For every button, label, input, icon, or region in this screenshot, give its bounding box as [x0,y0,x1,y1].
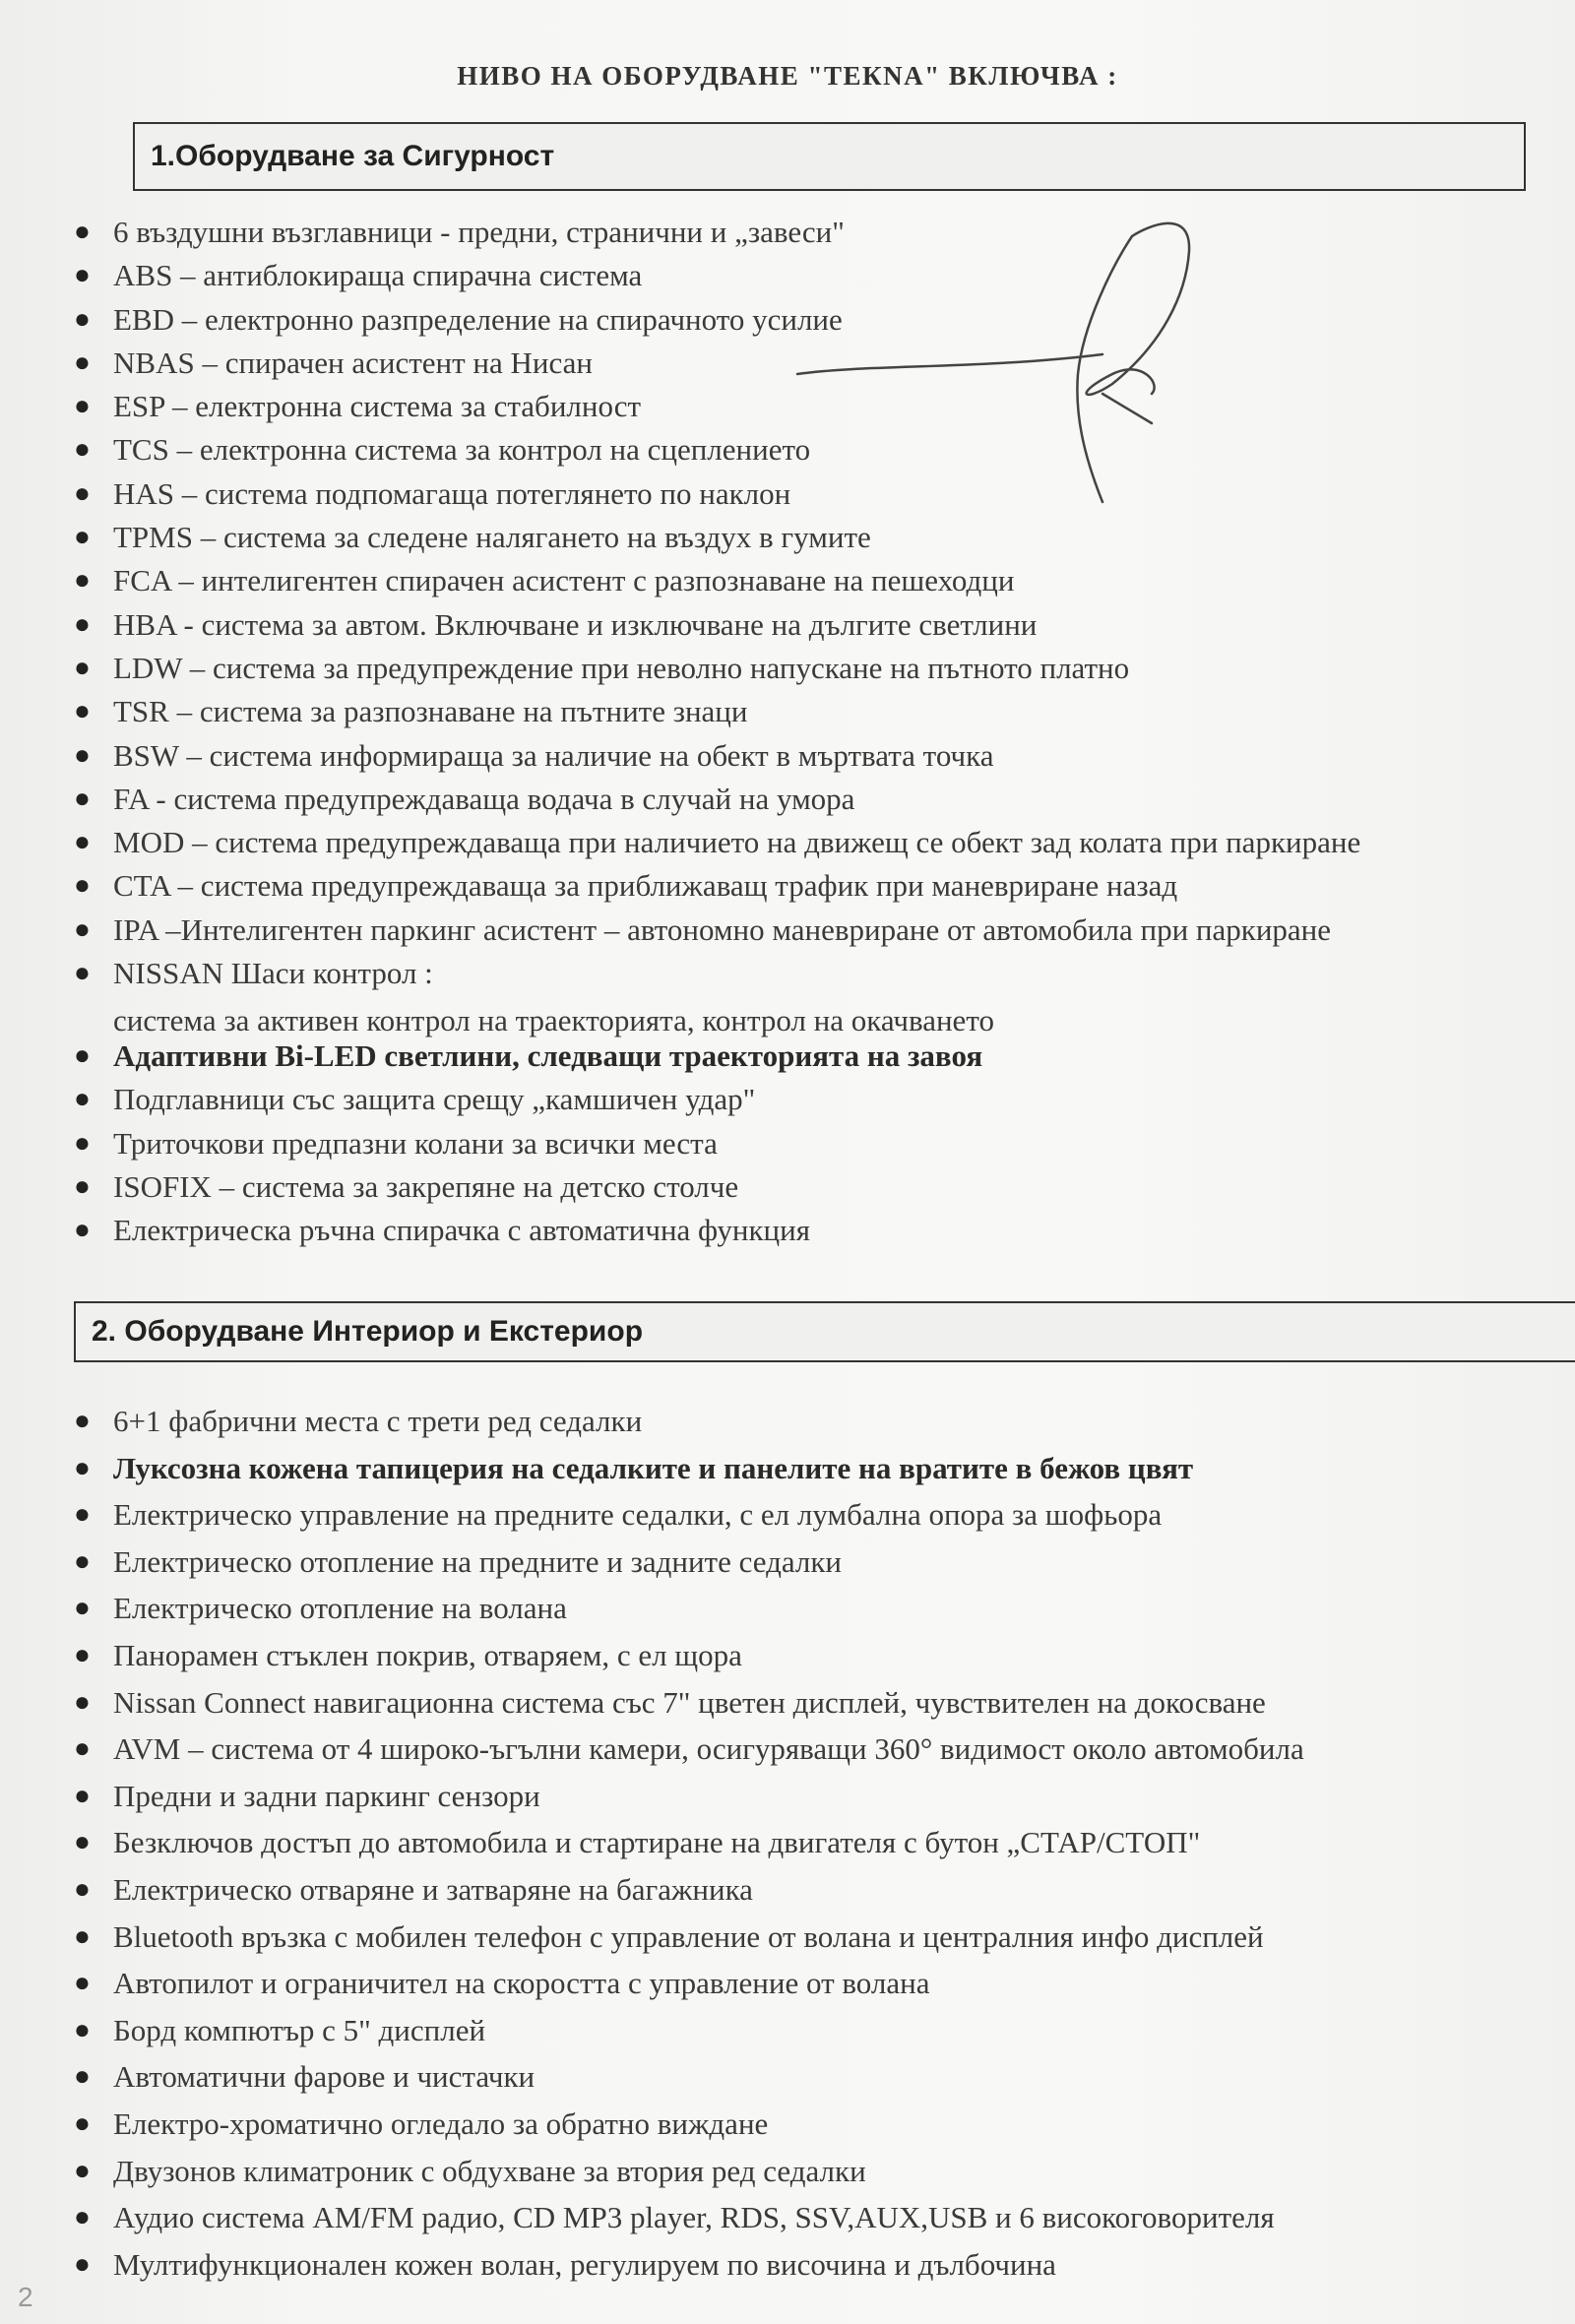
bullet-icon: ● [74,1406,91,1436]
bullet-icon: ● [74,739,91,771]
bullet-icon: ● [74,1968,91,1999]
bullet-icon: ● [74,1639,91,1670]
bullet-icon: ● [74,1873,91,1905]
list-item: ● FA - система предупреждаваща водача в случай на умора [113,778,1360,821]
bullet-icon: ● [74,1920,91,1952]
list-item: ● Мултифункционален кожен волан, регулируем по височина и дълбочина [113,2243,1304,2291]
list-item: ● TCS – електронна система за контрол на сцеплението [113,428,1360,471]
list-item: ● Nissan Connect навигационна система със 7" цветен дисплей, чувствителен на докосване [113,1681,1304,1728]
list-item: ● FCA – интелигентен спирачен асистент с разпознаване на пешеходци [113,559,1360,602]
bullet-icon: ● [74,608,91,640]
list-item: ● Аудио система AM/FM радио, CD MP3 player, RDS, SSV,AUX,USB и 6 високоговорителя [113,2196,1304,2243]
bullet-icon: ● [74,913,91,945]
section-2-list [74,1400,1304,2290]
list-item: ● LDW – система за предупреждение при неволно напускане на пътното платно [113,647,1360,690]
bullet-icon: ● [74,2248,91,2280]
list-item: ● CTA – система предупреждаваща за приближаващ трафик при маневриране назад [113,864,1360,908]
bullet-icon: ● [74,696,91,727]
page-title: НИВО НА ОБОРУДВАНЕ "ТЕКNA" ВКЛЮЧВА : [457,61,1118,91]
list-item: ● Автопилот и ограничител на скоростта с управление от волана [113,1962,1304,2009]
list-item: ● Електро-хроматично огледало за обратно виждане [113,2103,1304,2150]
bullet-icon: ● [74,260,91,291]
bullet-icon: ● [74,391,91,422]
list-item-subtext: система за активен контрол на траекторията, контрол на окачването [113,1003,994,1038]
bullet-icon: ● [74,870,91,902]
list-item: ● IPA –Интелигентен паркинг асистент – автономно маневриране от автомобила при паркиране [113,909,1360,952]
bullet-icon: ● [74,652,91,683]
bullet-icon: ● [74,1686,91,1718]
list-item: ● NISSAN Шаси контрол : система за активен контрол на траекторията, контрол на окачването [113,952,1360,1031]
list-item: ● Триточкови предпазни колани за всички места [113,1122,1360,1165]
list-item: ● Панорамен стъклен покрив, отваряем, с ел щора [113,1634,1304,1681]
list-item: ● 6+1 фабрични места с трети ред седалки [113,1400,1304,1447]
bullet-icon: ● [74,217,91,247]
list-item: ● TSR – система за разпознаване на пътните знаци [113,690,1360,733]
list-item: ● ABS – антиблокираща спирачна система [113,254,1360,297]
bullet-icon: ● [74,303,91,335]
list-item: ● MOD – система предупреждаваща при наличието на движещ се обект зад колата при паркиране [113,821,1360,864]
bullet-icon: ● [74,1127,91,1159]
section-1-heading [133,122,1526,191]
bullet-icon: ● [74,1215,91,1246]
bullet-icon: ● [74,477,91,509]
bullet-icon: ● [74,1545,91,1577]
list-item: ● ISOFIX – система за закрепяне на детско столче [113,1165,1360,1209]
list-item: ● Адаптивни Bi-LED светлини, следващи траекторията на завоя [113,1035,1360,1078]
bullet-icon: ● [74,783,91,814]
bullet-icon: ● [74,1170,91,1202]
list-item: ● Подглавници със защита срещу „камшичен удар" [113,1078,1360,1121]
section-1-heading-text: 1.Оборудване за Сигурност [151,140,555,172]
bullet-icon: ● [74,1827,91,1858]
list-item: ● NBAS – спирачен асистент на Нисан [113,342,1360,385]
bullet-icon: ● [74,1040,91,1072]
list-item: ● Bluetooth връзка с мобилен телефон с управление от волана и централния инфо дисплей [113,1916,1304,1963]
list-item: ● BSW – система информираща за наличие на обект в мъртвата точка [113,734,1360,778]
list-item: ● Електрическо управление на предните седалки, с ел лумбална опора за шофьора [113,1493,1304,1540]
list-item: ● AVM – система от 4 широко-ъгълни камери, осигуряващи 360° видимост около автомобила [113,1727,1304,1775]
bullet-icon: ● [74,2107,91,2139]
list-item: ● Безключов достъп до автомобила и стартиране на двигателя с бутон „СТАР/СТОП" [113,1821,1304,1868]
list-item: ● TPMS – система за следене налягането на въздух в гумите [113,516,1360,559]
list-item: ● Борд компютър с 5" дисплей [113,2009,1304,2056]
list-item: ● Автоматични фарове и чистачки [113,2055,1304,2103]
list-item: ● HAS – система подпомагаща потеглянето по наклон [113,472,1360,516]
section-2-heading-text: 2. Оборудване Интериор и Екстериор [92,1315,644,1348]
bullet-icon: ● [74,958,91,989]
section-2-heading [74,1301,1575,1362]
list-item: ● ESP – електронна система за стабилност [113,385,1360,428]
list-item: ● HBA - система за автом. Включване и изключване на дългите светлини [113,603,1360,647]
bullet-icon: ● [74,1733,91,1765]
bullet-icon: ● [74,1780,91,1811]
page-number: 2 [18,2282,33,2312]
bullet-icon: ● [74,2202,91,2233]
list-item: ● 6 въздушни възглавници - предни, странични и „завеси" [113,211,1360,254]
list-item: ● Предни и задни паркинг сензори [113,1775,1304,1822]
bullet-icon: ● [74,2014,91,2045]
bullet-icon: ● [74,565,91,597]
list-item: ● EBD – електронно разпределение на спирачното усилие [113,298,1360,342]
bullet-icon: ● [74,1452,91,1483]
list-item: ● Електрическо отопление на волана [113,1587,1304,1634]
bullet-icon: ● [74,2061,91,2093]
list-item: ● Електрическо отопление на предните и задните седалки [113,1540,1304,1588]
bullet-icon: ● [74,434,91,466]
list-item: ● Луксозна кожена тапицерия на седалките и панелите на вратите в бежов цвят [113,1447,1304,1494]
bullet-icon: ● [74,1593,91,1624]
bullet-icon: ● [74,346,91,378]
bullet-icon: ● [74,1084,91,1115]
list-item: ● Електрическа ръчна спирачка с автоматична функция [113,1209,1360,1252]
bullet-icon: ● [74,522,91,553]
bullet-icon: ● [74,1499,91,1531]
bullet-icon: ● [74,2155,91,2186]
section-1-list [74,211,1361,1253]
list-item: ● Двузонов климатроник с обдухване за втория ред седалки [113,2150,1304,2197]
list-item: ● Електрическо отваряне и затваряне на багажника [113,1868,1304,1916]
bullet-icon: ● [74,827,91,858]
